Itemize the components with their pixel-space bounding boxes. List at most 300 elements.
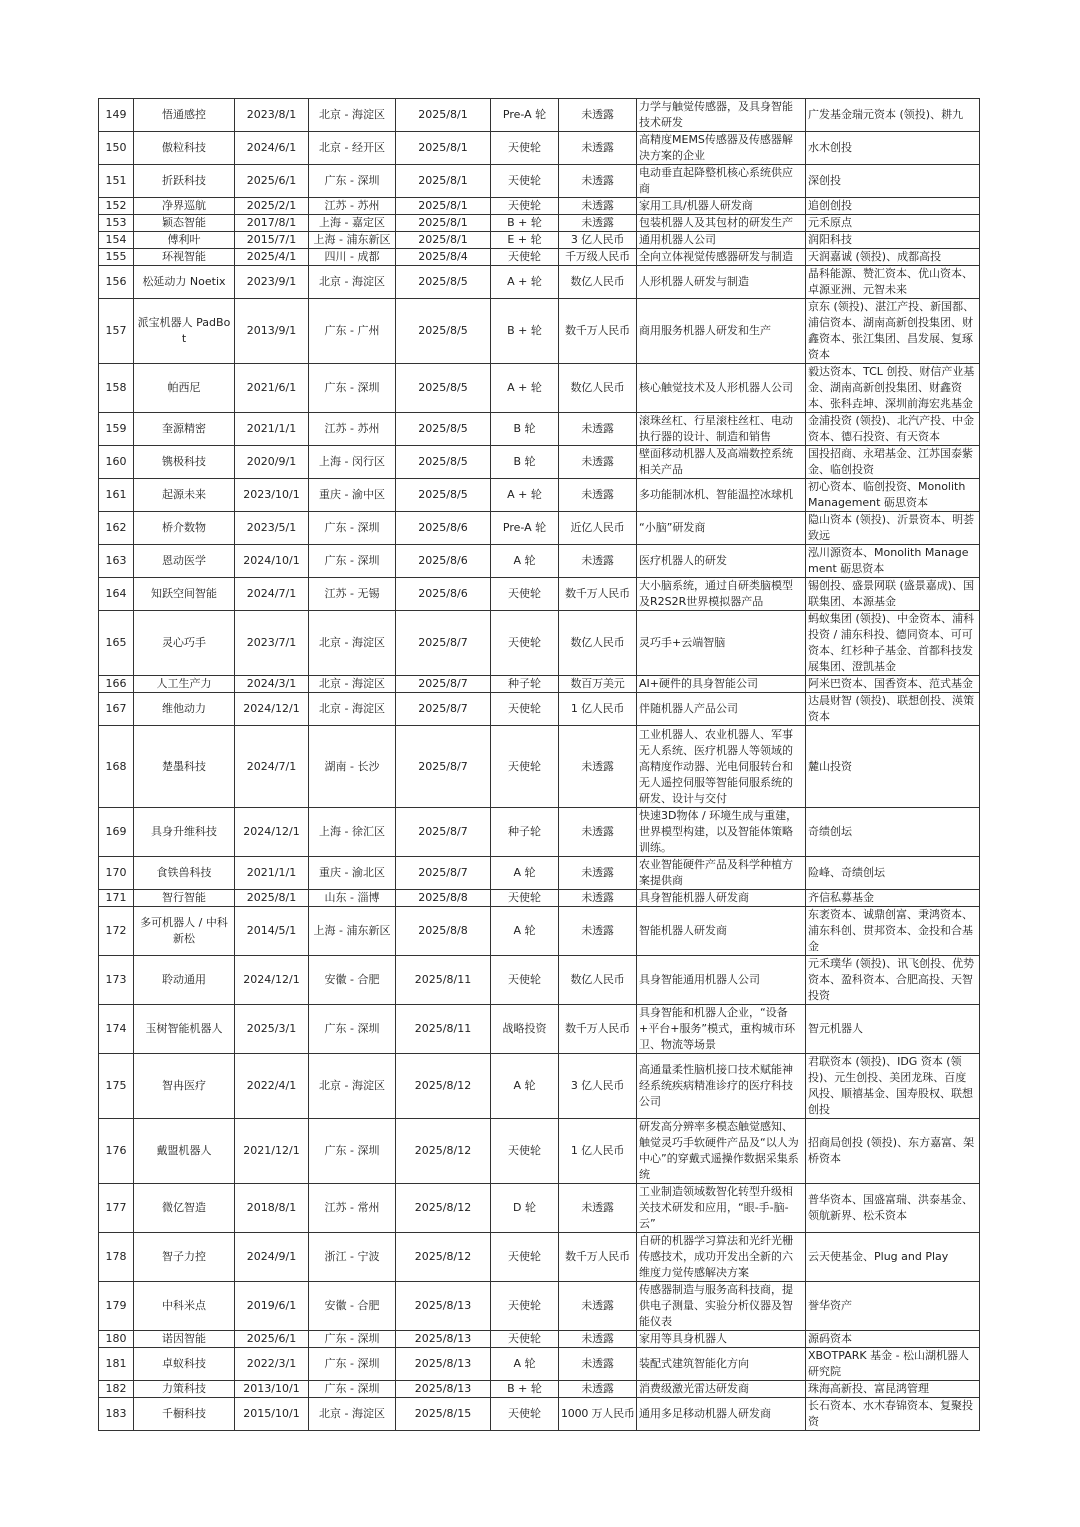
company-name: 镌极科技 bbox=[134, 446, 235, 479]
founded-date: 2024/3/1 bbox=[235, 676, 309, 693]
funding-round: A 轮 bbox=[491, 545, 559, 578]
funding-date: 2025/8/1 bbox=[396, 99, 491, 132]
founded-date: 2025/3/1 bbox=[235, 1005, 309, 1054]
funding-round: B + 轮 bbox=[491, 1381, 559, 1398]
location: 北京 - 海淀区 bbox=[309, 1398, 396, 1431]
founded-date: 2022/4/1 bbox=[235, 1054, 309, 1119]
founded-date: 2020/9/1 bbox=[235, 446, 309, 479]
funding-amount: 数千万人民币 bbox=[559, 1233, 637, 1282]
business-description: 商用服务机器人研发和生产 bbox=[637, 299, 806, 364]
table-row bbox=[99, 364, 980, 413]
funding-amount: 未透露 bbox=[559, 215, 637, 232]
founded-date: 2023/9/1 bbox=[235, 266, 309, 299]
location: 上海 - 徐汇区 bbox=[309, 808, 396, 857]
funding-date: 2025/8/5 bbox=[396, 446, 491, 479]
investors: 水木创投 bbox=[806, 132, 980, 165]
investors: 京东 (领投)、湛江产投、新国都、浦信资本、湖南高新创投集团、财鑫资本、张江集团、昌发展、复琢资本 bbox=[806, 299, 980, 364]
location: 北京 - 海淀区 bbox=[309, 266, 396, 299]
table-row bbox=[99, 808, 980, 857]
business-description: 滚珠丝杠、行星滚柱丝杠、电动执行器的设计、制造和销售 bbox=[637, 413, 806, 446]
location: 北京 - 海淀区 bbox=[309, 693, 396, 726]
funding-round: 种子轮 bbox=[491, 676, 559, 693]
funding-date: 2025/8/13 bbox=[396, 1381, 491, 1398]
funding-round: 天使轮 bbox=[491, 693, 559, 726]
location: 广东 - 深圳 bbox=[309, 1331, 396, 1348]
investors: 追创创投 bbox=[806, 198, 980, 215]
row-number: 158 bbox=[99, 364, 134, 413]
funding-round: B 轮 bbox=[491, 413, 559, 446]
funding-amount: 1 亿人民币 bbox=[559, 1119, 637, 1184]
company-name: 人工生产力 bbox=[134, 676, 235, 693]
location: 广东 - 深圳 bbox=[309, 165, 396, 198]
funding-round: A + 轮 bbox=[491, 479, 559, 512]
investors: 长石资本、水木春锦资本、复聚投资 bbox=[806, 1398, 980, 1431]
founded-date: 2025/6/1 bbox=[235, 1331, 309, 1348]
company-name: 戴盟机器人 bbox=[134, 1119, 235, 1184]
funding-amount: 数亿人民币 bbox=[559, 364, 637, 413]
location: 广东 - 深圳 bbox=[309, 1005, 396, 1054]
funding-amount: 未透露 bbox=[559, 1381, 637, 1398]
row-number: 178 bbox=[99, 1233, 134, 1282]
business-description: 医疗机器人的研发 bbox=[637, 545, 806, 578]
table-row bbox=[99, 512, 980, 545]
investors: 麓山投资 bbox=[806, 726, 980, 808]
founded-date: 2013/10/1 bbox=[235, 1381, 309, 1398]
investors: 蚂蚁集团 (领投)、中金资本、浦科投资 / 浦东科投、德同资本、可可资本、红杉种子基金、首都科技发展集团、澄凯基金 bbox=[806, 611, 980, 676]
investors: 云天使基金、Plug and Play bbox=[806, 1233, 980, 1282]
location: 北京 - 海淀区 bbox=[309, 676, 396, 693]
investors: 智元机器人 bbox=[806, 1005, 980, 1054]
company-name: 知跃空间智能 bbox=[134, 578, 235, 611]
funding-amount: 数百万美元 bbox=[559, 676, 637, 693]
row-number: 163 bbox=[99, 545, 134, 578]
funding-amount: 未透露 bbox=[559, 857, 637, 890]
investors: 毅达资本、TCL 创投、财信产业基金、湖南高新创投集团、财鑫资本、张科垚坤、深圳前海宏兆基金 bbox=[806, 364, 980, 413]
location: 北京 - 海淀区 bbox=[309, 611, 396, 676]
business-description: 电动垂直起降整机核心系统供应商 bbox=[637, 165, 806, 198]
table-row bbox=[99, 857, 980, 890]
funding-amount: 1 亿人民币 bbox=[559, 693, 637, 726]
funding-amount: 未透露 bbox=[559, 1331, 637, 1348]
location: 上海 - 浦东新区 bbox=[309, 232, 396, 249]
row-number: 171 bbox=[99, 890, 134, 907]
investors: 天润嘉诚 (领投)、成都高投 bbox=[806, 249, 980, 266]
company-name: 聆动通用 bbox=[134, 956, 235, 1005]
row-number: 151 bbox=[99, 165, 134, 198]
funding-amount: 未透露 bbox=[559, 726, 637, 808]
funding-round: A 轮 bbox=[491, 1348, 559, 1381]
funding-date: 2025/8/12 bbox=[396, 1054, 491, 1119]
investors: 国投招商、永珺基金、江苏国泰紫金、临创投资 bbox=[806, 446, 980, 479]
row-number: 150 bbox=[99, 132, 134, 165]
funding-date: 2025/8/12 bbox=[396, 1184, 491, 1233]
business-description: 具身智能机器人研发商 bbox=[637, 890, 806, 907]
funding-round: 天使轮 bbox=[491, 890, 559, 907]
row-number: 152 bbox=[99, 198, 134, 215]
row-number: 179 bbox=[99, 1282, 134, 1331]
funding-round: 战略投资 bbox=[491, 1005, 559, 1054]
row-number: 164 bbox=[99, 578, 134, 611]
investors: 泓川源资本、Monolith Management 砺思资本 bbox=[806, 545, 980, 578]
business-description: AI+硬件的具身智能公司 bbox=[637, 676, 806, 693]
company-name: 智冉医疗 bbox=[134, 1054, 235, 1119]
funding-date: 2025/8/7 bbox=[396, 611, 491, 676]
investors: 东袤资本、诚鼎创富、秉鸿资本、浦东科创、贯邦资本、金投和合基金 bbox=[806, 907, 980, 956]
row-number: 149 bbox=[99, 99, 134, 132]
founded-date: 2017/8/1 bbox=[235, 215, 309, 232]
investors: 君联资本 (领投)、IDG 资本 (领投)、元生创投、美团龙珠、百度风投、顺禧基金、国寿股权、联想创投 bbox=[806, 1054, 980, 1119]
funding-round: A 轮 bbox=[491, 907, 559, 956]
funding-date: 2025/8/1 bbox=[396, 215, 491, 232]
funding-round: 种子轮 bbox=[491, 808, 559, 857]
company-name: 智行智能 bbox=[134, 890, 235, 907]
funding-date: 2025/8/6 bbox=[396, 578, 491, 611]
funding-round: 天使轮 bbox=[491, 956, 559, 1005]
funding-date: 2025/8/7 bbox=[396, 857, 491, 890]
business-description: 工业机器人、农业机器人、军事无人系统、医疗机器人等领域的高精度作动器、光电伺服转台和无人遥控伺服等智能伺服系统的研发、设计与交付 bbox=[637, 726, 806, 808]
funding-amount: 未透露 bbox=[559, 132, 637, 165]
row-number: 169 bbox=[99, 808, 134, 857]
table-row bbox=[99, 132, 980, 165]
business-description: 农业智能硬件产品及科学种植方案提供商 bbox=[637, 857, 806, 890]
company-name: 力策科技 bbox=[134, 1381, 235, 1398]
table-row bbox=[99, 890, 980, 907]
company-name: 智子力控 bbox=[134, 1233, 235, 1282]
location: 广东 - 深圳 bbox=[309, 1381, 396, 1398]
table-row bbox=[99, 165, 980, 198]
location: 江苏 - 苏州 bbox=[309, 198, 396, 215]
company-name: 傅利叶 bbox=[134, 232, 235, 249]
location: 北京 - 海淀区 bbox=[309, 1054, 396, 1119]
company-name: 楚墨科技 bbox=[134, 726, 235, 808]
founded-date: 2023/5/1 bbox=[235, 512, 309, 545]
funding-amount: 未透露 bbox=[559, 198, 637, 215]
founded-date: 2024/7/1 bbox=[235, 726, 309, 808]
business-description: 高通量柔性脑机接口技术赋能神经系统疾病精准诊疗的医疗科技公司 bbox=[637, 1054, 806, 1119]
table-row bbox=[99, 726, 980, 808]
business-description: 包装机器人及其包材的研发生产 bbox=[637, 215, 806, 232]
funding-date: 2025/8/15 bbox=[396, 1398, 491, 1431]
funding-date: 2025/8/6 bbox=[396, 545, 491, 578]
funding-amount: 近亿人民币 bbox=[559, 512, 637, 545]
row-number: 177 bbox=[99, 1184, 134, 1233]
funding-round: Pre-A 轮 bbox=[491, 99, 559, 132]
business-description: 多功能制冰机、智能温控冰球机 bbox=[637, 479, 806, 512]
table-row bbox=[99, 1331, 980, 1348]
funding-amount: 未透露 bbox=[559, 99, 637, 132]
company-name: 食铁兽科技 bbox=[134, 857, 235, 890]
funding-date: 2025/8/4 bbox=[396, 249, 491, 266]
investors: 深创投 bbox=[806, 165, 980, 198]
company-name: 起源未来 bbox=[134, 479, 235, 512]
founded-date: 2015/10/1 bbox=[235, 1398, 309, 1431]
table-row bbox=[99, 1398, 980, 1431]
location: 广东 - 广州 bbox=[309, 299, 396, 364]
company-name: 恩动医学 bbox=[134, 545, 235, 578]
location: 广东 - 深圳 bbox=[309, 1348, 396, 1381]
funding-amount: 数千万人民币 bbox=[559, 578, 637, 611]
business-description: 研发高分辨率多模态触觉感知、触觉灵巧手软硬件产品及“以人为中心”的穿戴式遥操作数据采集系统 bbox=[637, 1119, 806, 1184]
table-row bbox=[99, 299, 980, 364]
row-number: 159 bbox=[99, 413, 134, 446]
founded-date: 2024/12/1 bbox=[235, 956, 309, 1005]
company-name: 灵心巧手 bbox=[134, 611, 235, 676]
funding-round: A + 轮 bbox=[491, 364, 559, 413]
funding-amount: 未透露 bbox=[559, 808, 637, 857]
business-description: 快速3D物体 / 环境生成与重建，世界模型构建，以及智能体策略训练。 bbox=[637, 808, 806, 857]
funding-round: 天使轮 bbox=[491, 198, 559, 215]
founded-date: 2021/1/1 bbox=[235, 857, 309, 890]
funding-date: 2025/8/5 bbox=[396, 479, 491, 512]
table-row bbox=[99, 1381, 980, 1398]
location: 广东 - 深圳 bbox=[309, 512, 396, 545]
company-name: 傲粒科技 bbox=[134, 132, 235, 165]
founded-date: 2015/7/1 bbox=[235, 232, 309, 249]
funding-date: 2025/8/13 bbox=[396, 1348, 491, 1381]
founded-date: 2025/2/1 bbox=[235, 198, 309, 215]
funding-date: 2025/8/7 bbox=[396, 676, 491, 693]
row-number: 183 bbox=[99, 1398, 134, 1431]
investors: 源码资本 bbox=[806, 1331, 980, 1348]
table-row bbox=[99, 1233, 980, 1282]
funding-date: 2025/8/13 bbox=[396, 1282, 491, 1331]
business-description: 通用多足移动机器人研发商 bbox=[637, 1398, 806, 1431]
company-name: 千橱科技 bbox=[134, 1398, 235, 1431]
funding-date: 2025/8/1 bbox=[396, 198, 491, 215]
business-description: 家用工具/机器人研发商 bbox=[637, 198, 806, 215]
business-description: 工业制造领域数智化转型升级相关技术研发和应用，“眼-手-脑-云” bbox=[637, 1184, 806, 1233]
funding-round: B 轮 bbox=[491, 446, 559, 479]
location: 北京 - 海淀区 bbox=[309, 99, 396, 132]
table-row bbox=[99, 232, 980, 249]
business-description: 通用机器人公司 bbox=[637, 232, 806, 249]
funding-amount: 1000 万人民币 bbox=[559, 1398, 637, 1431]
funding-round: 天使轮 bbox=[491, 611, 559, 676]
table-row bbox=[99, 1054, 980, 1119]
funding-amount: 数亿人民币 bbox=[559, 266, 637, 299]
business-description: 人形机器人研发与制造 bbox=[637, 266, 806, 299]
table-row bbox=[99, 413, 980, 446]
location: 广东 - 深圳 bbox=[309, 545, 396, 578]
table-row bbox=[99, 693, 980, 726]
table-row bbox=[99, 1119, 980, 1184]
funding-date: 2025/8/13 bbox=[396, 1331, 491, 1348]
funding-amount: 未透露 bbox=[559, 479, 637, 512]
funding-amount: 3 亿人民币 bbox=[559, 1054, 637, 1119]
funding-date: 2025/8/11 bbox=[396, 1005, 491, 1054]
funding-round: 天使轮 bbox=[491, 578, 559, 611]
funding-round: A 轮 bbox=[491, 1054, 559, 1119]
investors: 普华资本、国盛富瑞、洪泰基金、领航新界、松禾资本 bbox=[806, 1184, 980, 1233]
founded-date: 2024/6/1 bbox=[235, 132, 309, 165]
row-number: 154 bbox=[99, 232, 134, 249]
row-number: 181 bbox=[99, 1348, 134, 1381]
funding-date: 2025/8/11 bbox=[396, 956, 491, 1005]
investors: 誉华资产 bbox=[806, 1282, 980, 1331]
investors: 润阳科技 bbox=[806, 232, 980, 249]
funding-round: 天使轮 bbox=[491, 132, 559, 165]
business-description: 高精度MEMS传感器及传感器解决方案的企业 bbox=[637, 132, 806, 165]
founded-date: 2025/6/1 bbox=[235, 165, 309, 198]
location: 广东 - 深圳 bbox=[309, 1119, 396, 1184]
funding-round: 天使轮 bbox=[491, 1119, 559, 1184]
location: 上海 - 浦东新区 bbox=[309, 907, 396, 956]
funding-amount: 未透露 bbox=[559, 907, 637, 956]
company-name: 折跃科技 bbox=[134, 165, 235, 198]
location: 安徽 - 合肥 bbox=[309, 1282, 396, 1331]
company-name: 奎源精密 bbox=[134, 413, 235, 446]
investors: 初心资本、临创投资、Monolith Management 砺思资本 bbox=[806, 479, 980, 512]
business-description: “小脑”研发商 bbox=[637, 512, 806, 545]
company-name: 多可机器人 / 中科新松 bbox=[134, 907, 235, 956]
location: 山东 - 淄博 bbox=[309, 890, 396, 907]
funding-amount: 未透露 bbox=[559, 1184, 637, 1233]
funding-round: A 轮 bbox=[491, 857, 559, 890]
business-description: 自研的机器学习算法和光纤光栅传感技术，成功开发出全新的六维度力觉传感解决方案 bbox=[637, 1233, 806, 1282]
investors: 奇绩创坛 bbox=[806, 808, 980, 857]
funding-round: D 轮 bbox=[491, 1184, 559, 1233]
investors: 广发基金瑞元资本 (领投)、耕九 bbox=[806, 99, 980, 132]
funding-round: 天使轮 bbox=[491, 726, 559, 808]
company-name: 环视智能 bbox=[134, 249, 235, 266]
row-number: 176 bbox=[99, 1119, 134, 1184]
row-number: 153 bbox=[99, 215, 134, 232]
table-row bbox=[99, 676, 980, 693]
table-row bbox=[99, 266, 980, 299]
table-row bbox=[99, 956, 980, 1005]
location: 四川 - 成都 bbox=[309, 249, 396, 266]
business-description: 家用等具身机器人 bbox=[637, 1331, 806, 1348]
business-description: 力学与触觉传感器，及具身智能技术研发 bbox=[637, 99, 806, 132]
company-name: 派宝机器人 PadBot bbox=[134, 299, 235, 364]
investors: 险峰、奇绩创坛 bbox=[806, 857, 980, 890]
table-row bbox=[99, 215, 980, 232]
investors: 招商局创投 (领投)、东方嘉富、架桥资本 bbox=[806, 1119, 980, 1184]
funding-date: 2025/8/5 bbox=[396, 413, 491, 446]
business-description: 具身智能和机器人企业，“设备+平台+服务”模式，重构城市环卫、物流等场景 bbox=[637, 1005, 806, 1054]
company-name: 中科米点 bbox=[134, 1282, 235, 1331]
table-row bbox=[99, 907, 980, 956]
company-name: 悟通感控 bbox=[134, 99, 235, 132]
founded-date: 2023/8/1 bbox=[235, 99, 309, 132]
row-number: 172 bbox=[99, 907, 134, 956]
funding-amount: 数千万人民币 bbox=[559, 1005, 637, 1054]
investors: XBOTPARK 基金 - 松山湖机器人研究院 bbox=[806, 1348, 980, 1381]
funding-date: 2025/8/6 bbox=[396, 512, 491, 545]
funding-amount: 3 亿人民币 bbox=[559, 232, 637, 249]
company-name: 玉树智能机器人 bbox=[134, 1005, 235, 1054]
funding-date: 2025/8/5 bbox=[396, 364, 491, 413]
business-description: 装配式建筑智能化方向 bbox=[637, 1348, 806, 1381]
row-number: 157 bbox=[99, 299, 134, 364]
company-name: 具身升维科技 bbox=[134, 808, 235, 857]
investors: 齐信私募基金 bbox=[806, 890, 980, 907]
business-description: 消费级激光雷达研发商 bbox=[637, 1381, 806, 1398]
funding-date: 2025/8/1 bbox=[396, 165, 491, 198]
funding-round: 天使轮 bbox=[491, 165, 559, 198]
funding-round: 天使轮 bbox=[491, 249, 559, 266]
company-name: 帕西尼 bbox=[134, 364, 235, 413]
table-row bbox=[99, 1184, 980, 1233]
funding-amount: 数亿人民币 bbox=[559, 956, 637, 1005]
founded-date: 2024/10/1 bbox=[235, 545, 309, 578]
investors: 珠海高新投、富昆鸿管理 bbox=[806, 1381, 980, 1398]
table-row bbox=[99, 479, 980, 512]
row-number: 175 bbox=[99, 1054, 134, 1119]
founded-date: 2023/10/1 bbox=[235, 479, 309, 512]
funding-round: 天使轮 bbox=[491, 1233, 559, 1282]
investors: 锡创投、盛景网联 (盛景嘉成)、国联集团、本源基金 bbox=[806, 578, 980, 611]
location: 安徽 - 合肥 bbox=[309, 956, 396, 1005]
founded-date: 2018/8/1 bbox=[235, 1184, 309, 1233]
founded-date: 2024/12/1 bbox=[235, 808, 309, 857]
row-number: 165 bbox=[99, 611, 134, 676]
funding-amount: 数亿人民币 bbox=[559, 611, 637, 676]
funding-date: 2025/8/8 bbox=[396, 890, 491, 907]
location: 湖南 - 长沙 bbox=[309, 726, 396, 808]
location: 上海 - 闵行区 bbox=[309, 446, 396, 479]
funding-date: 2025/8/1 bbox=[396, 132, 491, 165]
founded-date: 2014/5/1 bbox=[235, 907, 309, 956]
funding-date: 2025/8/7 bbox=[396, 808, 491, 857]
founded-date: 2022/3/1 bbox=[235, 1348, 309, 1381]
table-row bbox=[99, 446, 980, 479]
founded-date: 2013/9/1 bbox=[235, 299, 309, 364]
row-number: 182 bbox=[99, 1381, 134, 1398]
funding-round: B + 轮 bbox=[491, 299, 559, 364]
location: 江苏 - 苏州 bbox=[309, 413, 396, 446]
funding-amount: 未透露 bbox=[559, 1348, 637, 1381]
business-description: 伴随机器人产品公司 bbox=[637, 693, 806, 726]
row-number: 156 bbox=[99, 266, 134, 299]
business-description: 大小脑系统，通过自研类脑模型及R2S2R世界模拟器产品 bbox=[637, 578, 806, 611]
table-row bbox=[99, 198, 980, 215]
funding-date: 2025/8/7 bbox=[396, 726, 491, 808]
founded-date: 2025/8/1 bbox=[235, 890, 309, 907]
funding-amount: 未透露 bbox=[559, 165, 637, 198]
investors: 达晨财智 (领投)、联想创投、渶策资本 bbox=[806, 693, 980, 726]
table-row bbox=[99, 99, 980, 132]
funding-date: 2025/8/5 bbox=[396, 266, 491, 299]
company-name: 桥介数物 bbox=[134, 512, 235, 545]
row-number: 174 bbox=[99, 1005, 134, 1054]
founded-date: 2024/12/1 bbox=[235, 693, 309, 726]
funding-date: 2025/8/5 bbox=[396, 299, 491, 364]
funding-amount: 未透露 bbox=[559, 1282, 637, 1331]
location: 重庆 - 渝北区 bbox=[309, 857, 396, 890]
business-description: 传感器制造与服务高科技商，提供电子测量、实验分析仪器及智能仪表 bbox=[637, 1282, 806, 1331]
funding-amount: 未透露 bbox=[559, 446, 637, 479]
investors: 金浦投资 (领投)、北汽产投、中金资本、德石投资、有天资本 bbox=[806, 413, 980, 446]
funding-amount: 未透露 bbox=[559, 890, 637, 907]
table-body bbox=[99, 99, 980, 1431]
investors: 晶科能源、赞汇资本、优山资本、卓源亚洲、元智未来 bbox=[806, 266, 980, 299]
business-description: 全向立体视觉传感器研发与制造 bbox=[637, 249, 806, 266]
company-name: 维他动力 bbox=[134, 693, 235, 726]
location: 上海 - 嘉定区 bbox=[309, 215, 396, 232]
business-description: 具身智能通用机器人公司 bbox=[637, 956, 806, 1005]
row-number: 180 bbox=[99, 1331, 134, 1348]
business-description: 灵巧手+云端智脑 bbox=[637, 611, 806, 676]
business-description: 智能机器人研发商 bbox=[637, 907, 806, 956]
row-number: 160 bbox=[99, 446, 134, 479]
location: 广东 - 深圳 bbox=[309, 364, 396, 413]
company-name: 微亿智造 bbox=[134, 1184, 235, 1233]
business-description: 壁面移动机器人及高端数控系统相关产品 bbox=[637, 446, 806, 479]
company-name: 卓蚁科技 bbox=[134, 1348, 235, 1381]
investors: 隐山资本 (领投)、沂景资本、明荟致远 bbox=[806, 512, 980, 545]
founded-date: 2025/4/1 bbox=[235, 249, 309, 266]
